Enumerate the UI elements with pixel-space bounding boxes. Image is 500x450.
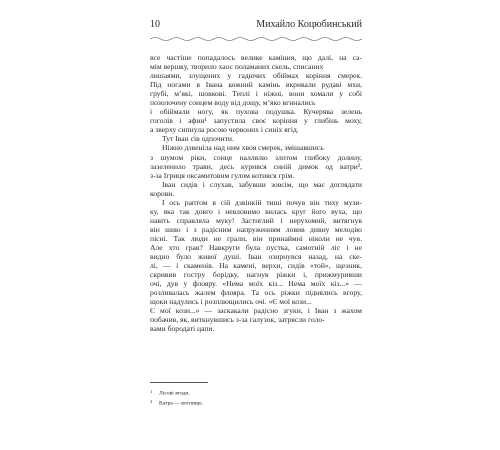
text-line: Ніжно дзвеніла над ним хвоя смерек, змішавшись — [162, 143, 324, 153]
footnote-rule — [150, 382, 208, 383]
text-line: лишаями, злущених у гадючих обіймах коріння смерек. — [150, 71, 362, 81]
text-line: Тут Іван сів одпочити. — [162, 134, 234, 144]
body-text — [150, 53, 362, 333]
text-line: Під ногами в Івана кожний камінь вкривали рудаві мхи, — [150, 80, 362, 90]
text-line: І ось раптом в сій дзвінкій тиші почув він тиху музи- — [162, 197, 362, 207]
text-line: з шумом ріки, сонце наллялю злотом глибоку долину, — [150, 152, 362, 162]
text-line: а зверху сипнула росою червоних і синіх ягід. — [150, 125, 299, 135]
text-line: все частіше попадалось велике каміння, що далі, на са- — [150, 53, 362, 62]
text-line: гоголів і афин¹ запустила своє коріння у глибінь моху, — [150, 116, 362, 126]
text-line: і обіймали ногу, як пухова подушка. Кучерява зелень — [150, 107, 362, 117]
text-line: Є мої кози...» — заскакали радісно згуки, і Іван з жахом — [150, 306, 362, 316]
text-line: мім вершку, творило хаос поламаних скель, списаних — [150, 62, 324, 72]
text-line: зазеленило трави, десь курився синій димок од ватри², — [150, 161, 362, 171]
text-line: ку, яка так довго і невловимо вилась круг його вуха, що — [150, 206, 362, 216]
text-line: з-за Ігриця оксамитовим гулом котився грім. — [150, 170, 295, 180]
running-head — [150, 18, 362, 32]
text-line: видно було живої душі. Іван озирнувся назад, на ске- — [150, 252, 362, 262]
footnotes — [150, 388, 362, 407]
text-line: скривив гостру борідку, нагнув ріжки і, прижмуривши — [150, 270, 362, 280]
text-line: позолочену сонцем воду від дощу, м’яко вгинались — [150, 98, 316, 108]
text-line: щоки надулись і розплющились очі. «Є мої кози... — [150, 297, 312, 307]
page-number: 10 — [150, 19, 160, 30]
text-line: навіть справляла муку! Застиглий і нерухомий, витягнув — [150, 215, 362, 225]
text-line: Іван сидів і слухав, забувши зовсім, що має доглядати — [162, 179, 362, 189]
text-line: вами бородаті цапи. — [150, 324, 215, 334]
text-line: грубі, м’які, шовкові. Теплі і ніжні, вони хомали у собі — [150, 89, 362, 99]
text-line: пісні. Так люди не грали, він принаймні ніколи не чув. — [150, 233, 362, 243]
footnote-2 — [150, 398, 362, 408]
text-line: побачив, як, виткнувшись з-за галузок, затрясли голо- — [150, 315, 325, 325]
text-line: лі, — і скаменів. На камені, верхи, сидів «той», щезник, — [150, 261, 362, 271]
footnote-1-mark: 1 — [150, 389, 153, 394]
text-line: очі, дув у флояру. «Нема моїх кіз... Нема моїх кіз...» — — [150, 279, 362, 289]
footnote-2-mark: 2 — [150, 398, 153, 404]
text-line: він шию і з радісним напруженням ловив дивну мелодію — [150, 224, 362, 234]
header-wavy-rule — [150, 36, 362, 42]
text-line: корови. — [150, 188, 175, 198]
text-line: розливалась жалем флояра. Та ось ріжки піднялись вгору, — [150, 288, 362, 298]
footnote-1-text: Лісові ягоди. — [159, 390, 190, 397]
header-author: Михайло Коцюбинський — [256, 19, 362, 30]
text-line: Але хто грав? Навкруги була пустка, самотній ліс і не — [150, 242, 362, 252]
footnote-1 — [150, 388, 362, 398]
footnote-2-text: Ватра — вогнище. — [159, 400, 204, 406]
